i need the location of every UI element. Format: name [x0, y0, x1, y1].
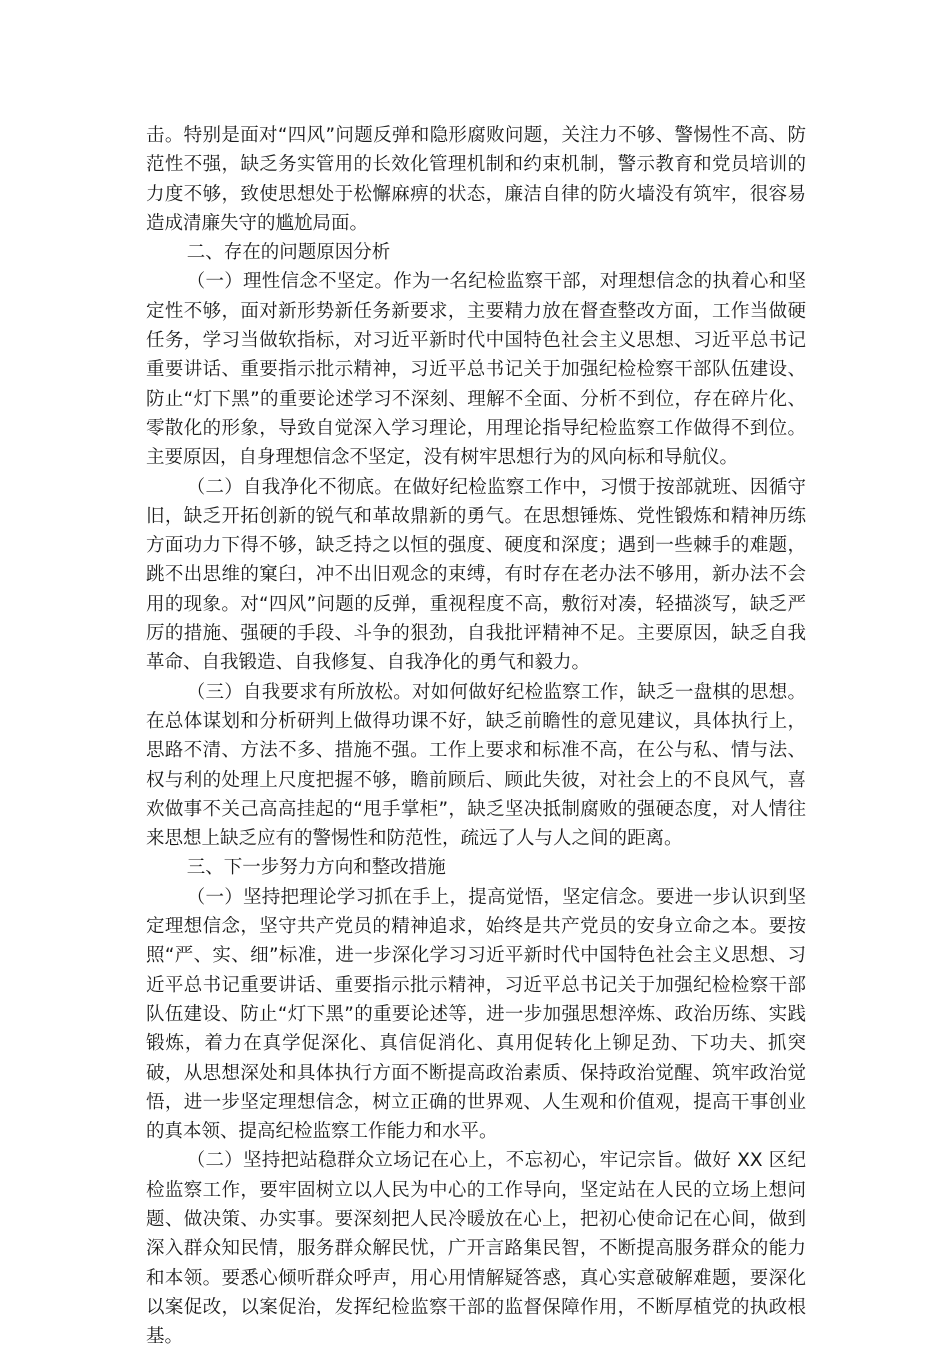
paragraph-cause-1: （一）理性信念不坚定。作为一名纪检监察干部，对理想信念的执着心和坚定性不够，面对新形势新任务新要求，主要精力放在督查整改方面，工作当做硬任务，学习当做软指标，对习近平新时代中国特色社会主义思想、习近平总书记重要讲话、重要指示批示精神，习近平总书记关于加强纪检检察干部队伍建设、防止“灯下黑”的重要论述学习不深刻、理解不全面、分析不到位，存在碎片化、零散化的形象，导致自觉深入学习理论，用理论指导纪检监察工作做得不到位。主要原因，自身理想信念不坚定，没有树牢思想行为的风向标和导航仪。 [146, 271, 806, 469]
section-heading-measures: 三、下一步努力方向和整改措施 [186, 857, 446, 879]
paragraph-measure-1: （一）坚持把理论学习抓在手上，提高觉悟，坚定信念。要进一步认识到坚定理想信念，坚守共产党员的精神追求，始终是共产党员的安身立命之本。要按照“严、实、细”标准，进一步深化学习习近平新时代中国特色社会主义思想、习近平总书记重要讲话、重要指示批示精神，习近平总书记关于加强纪检检察干部队伍建设、防止“灯下黑”的重要论述等，进一步加强思想淬炼、政治历练、实践锻炼，着力在真学促深化、真信促消化、真用促转化上铆足劲、下功夫、抓突破，从思想深处和具体执行方面不断提高政治素质、保持政治觉醒、筑牢政治觉悟，进一步坚定理想信念，树立正确的世界观、人生观和价值观，提高干事创业的真本领、提高纪检监察工作能力和水平。 [146, 886, 806, 1143]
paragraph-cause-2: （二）自我净化不彻底。在做好纪检监察工作中，习惯于按部就班、因循守旧，缺乏开拓创新的锐气和革故鼎新的勇气。在思想锤炼、党性锻炼和精神历练方面功力下得不够，缺乏持之以恒的强度、硬度和深度；遇到一些棘手的难题，跳不出思维的窠臼，冲不出旧观念的束缚，有时存在老办法不够用，新办法不会用的现象。对“四风”问题的反弹，重视程度不高，敷衍对凑，轻描淡写，缺乏严厉的措施、强硬的手段、斗争的狠劲，自我批评精神不足。主要原因，缺乏自我革命、自我锻造、自我修复、自我净化的勇气和毅力。 [146, 476, 806, 674]
paragraph-measure-2: （二）坚持把站稳群众立场记在心上，不忘初心，牢记宗旨。做好 XX 区纪检监察工作，要牢固树立以人民为中心的工作导向，坚定站在人民的立场上想问题、做决策、办实事。要深刻把人民冷暖放在心上，把初心使命记在心间，做到深入群众知民情，服务群众解民忧，广开言路集民智，不断提高服务群众的能力和本领。要悉心倾听群众呼声，用心用情解疑答惑，真心实意破解难题，要深化以案促改，以案促治，发挥纪检监察干部的监督保障作用，不断厚植党的执政根基。 [146, 1150, 806, 1348]
paragraph-cause-3: （三）自我要求有所放松。对如何做好纪检监察工作，缺乏一盘棋的思想。在总体谋划和分析研判上做得功课不好，缺乏前瞻性的意见建议，具体执行上，思路不清、方法不多、措施不强。工作上要求和标准不高，在公与私、情与法、权与利的处理上尺度把握不够，瞻前顾后、顾此失彼，对社会上的不良风气，喜欢做事不关己高高挂起的“甩手掌柜”，缺乏坚决抵制腐败的强硬态度，对人情往来思想上缺乏应有的警惕性和防范性，疏远了人与人之间的距离。 [146, 681, 806, 850]
document-body [146, 121, 806, 1351]
section-heading-causes: 二、存在的问题原因分析 [186, 242, 391, 264]
paragraph-continuation: 击。特别是面对“四风”问题反弹和隐形腐败问题，关注力不够、警惕性不高、防范性不强，缺乏务实管用的长效化管理机制和约束机制，警示教育和党员培训的力度不够，致使思想处于松懈麻痹的状态，廉洁自律的防火墙没有筑牢，很容易造成清廉失守的尴尬局面。 [146, 125, 806, 234]
